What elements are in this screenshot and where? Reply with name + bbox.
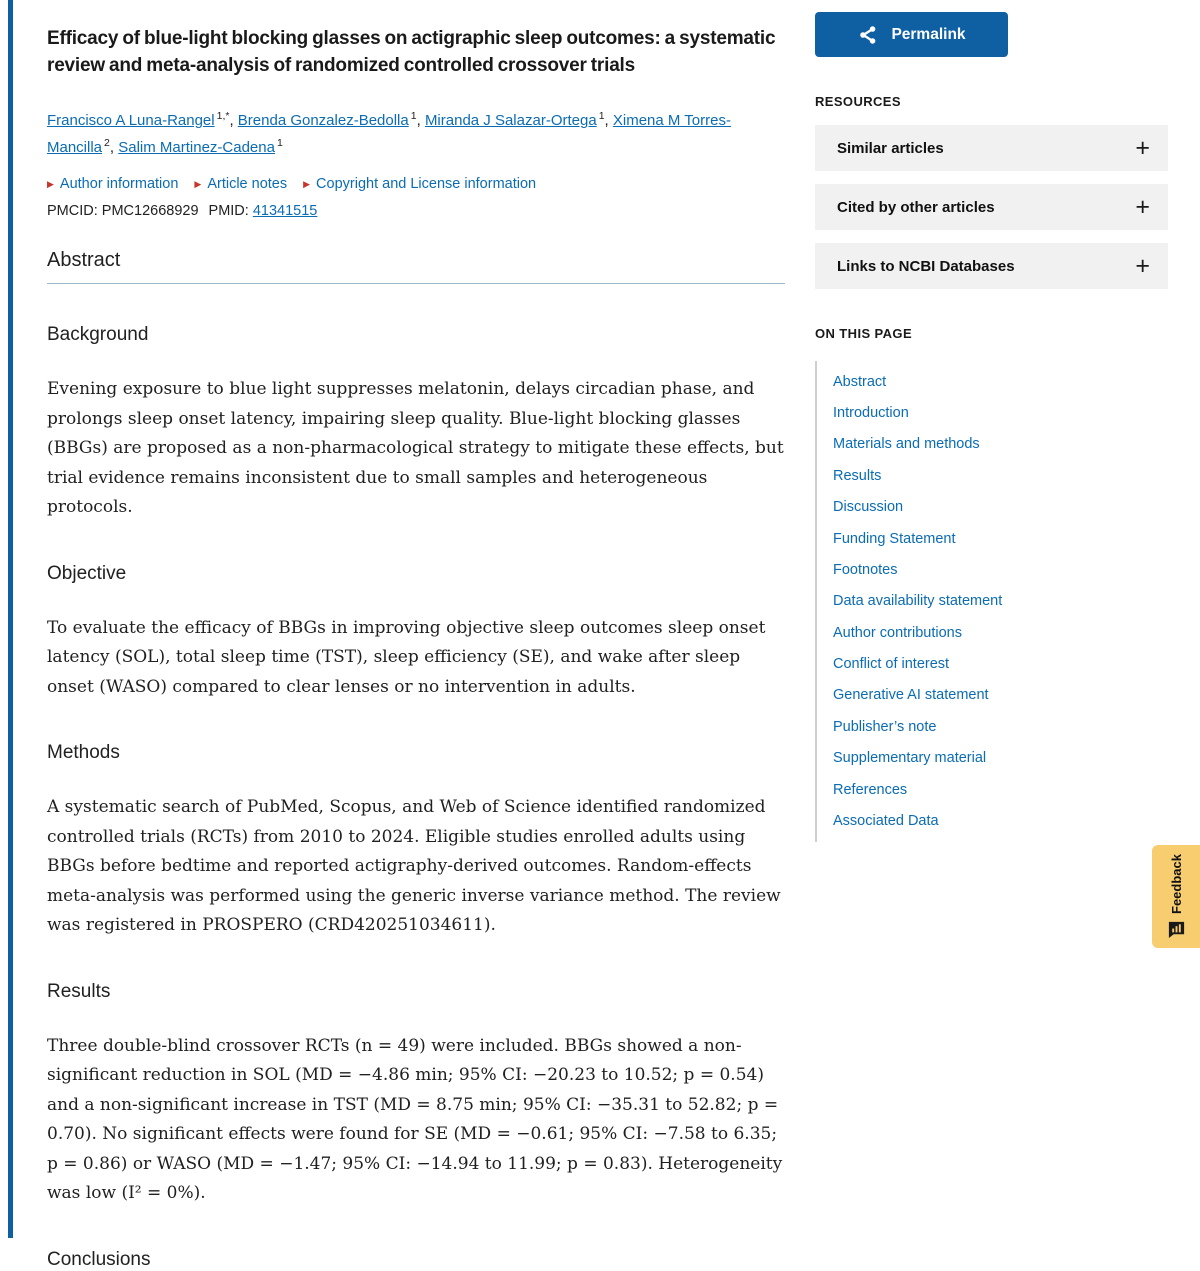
plus-icon: +: [1135, 251, 1150, 280]
article-ids: [47, 203, 785, 219]
on-this-page-link[interactable]: Generative AI statement: [833, 687, 989, 704]
on-this-page-link[interactable]: Discussion: [833, 499, 904, 516]
author-link[interactable]: Salim Martinez-Cadena: [118, 139, 275, 156]
on-this-page-link[interactable]: Footnotes: [833, 561, 898, 578]
section-heading: Methods: [47, 742, 120, 763]
permalink-label: Permalink: [891, 25, 966, 43]
info-link[interactable]: Copyright and License information: [316, 176, 537, 192]
on-this-page-link[interactable]: Introduction: [833, 405, 909, 422]
article-title: Efficacy of blue-light blocking glasses on actigraphic sleep outcomes: a systematic review and meta-analysis of randomized controlled crossover trials: [47, 28, 776, 76]
author-list: Francisco A Luna-Rangel $^{1,*}$, Brenda Gonzalez-Bedolla $^1$, Miranda J Salazar-Ortega $^1$, Ximena M Torres-Mancilla $^2$, Salim Martinez-Cadena $^1$: [47, 110, 731, 156]
section-heading: Background: [47, 324, 149, 345]
author-link[interactable]: Miranda J Salazar-Ortega: [424, 112, 597, 129]
resources-heading: RESOURCES: [815, 94, 901, 109]
abstract-heading: Abstract: [47, 249, 785, 284]
sidebar: [815, 0, 1168, 842]
accordion-row[interactable]: [815, 125, 1168, 171]
article-main: [47, 0, 785, 1271]
permalink-button[interactable]: [815, 12, 1008, 57]
on-this-page-link[interactable]: Materials and methods: [833, 436, 980, 453]
next-section-heading-clipped: Conclusions: [47, 1248, 151, 1270]
author-link[interactable]: Francisco A Luna-Rangel: [47, 112, 215, 129]
on-this-page-link[interactable]: Supplementary material: [833, 750, 987, 767]
on-this-page-link[interactable]: Funding Statement: [833, 530, 956, 547]
info-link-item[interactable]: [194, 176, 287, 192]
section-heading: Results: [47, 980, 111, 1002]
info-link[interactable]: Article notes: [207, 176, 288, 192]
author-affiliation-sup: 1,*: [216, 110, 230, 122]
section-paragraph: A systematic search of PubMed, Scopus, and Web of Science identified randomized controlled trials (RCTs) from 2010 to 2024. Eligible studies enrolled adults using BBGs before bedtime and reported actigraphy-derived outcomes. Random-effects meta-analysis was performed using the generic inverse variance method. The review was registered in PROSPERO (CRD420251034611).: [47, 797, 781, 935]
on-this-page-link[interactable]: Results: [833, 467, 882, 484]
share-icon: [857, 24, 879, 46]
pmcid-value: PMC12668929: [101, 203, 199, 219]
accordion-label: Cited by other articles: [837, 198, 995, 216]
author-link[interactable]: Ximena M Torres-Mancilla: [47, 112, 731, 156]
section-paragraph: Evening exposure to blue light suppresses melatonin, delays circadian phase, and prolongs sleep onset latency, impairing sleep quality. Blue-light blocking glasses (BBGs) are proposed as a non-pharmacological strategy to mitigate these effects, but trial evidence remains inconsistent due to small samples and heterogeneous protocols.: [47, 379, 784, 517]
section-paragraph: To evaluate the efficacy of BBGs in improving objective sleep outcomes sleep onset latency (SOL), total sleep time (TST), sleep efficiency (SE), and wake after sleep onset (WASO) compared to clear lenses or no intervention in adults.: [47, 617, 766, 697]
pmcid-label: PMCID:: [47, 203, 102, 219]
author-link[interactable]: Brenda Gonzalez-Bedolla: [237, 112, 409, 129]
pmid-link[interactable]: 41341515: [252, 203, 318, 219]
feedback-chart-bubble-icon: [1167, 920, 1186, 939]
author-affiliation-sup: 1: [276, 137, 283, 149]
triangle-marker-icon: ▶: [194, 179, 202, 189]
feedback-button[interactable]: [1152, 845, 1200, 948]
feedback-label: Feedback: [1168, 853, 1184, 914]
pmid-label: PMID:: [208, 203, 253, 219]
accordion-row[interactable]: [815, 243, 1168, 289]
on-this-page-link[interactable]: Associated Data: [833, 812, 939, 829]
author-affiliation-sup: 2: [104, 137, 110, 149]
on-this-page-link[interactable]: References: [833, 781, 908, 798]
on-this-page-link[interactable]: Data availability statement: [833, 593, 1003, 610]
plus-icon: +: [1135, 133, 1150, 162]
section-paragraph: Three double-blind crossover RCTs (n = 49) were included. BBGs showed a non-significant reduction in SOL (MD = −4.86 min; 95% CI: −20.23 to 10.52; p = 0.54) and a non-significant increase in TST (MD = 8.75 min; 95% CI: −35.31 to 52.82; p = 0.70). No significant effects were found for SE (MD = −0.61; 95% CI: −7.58 to 6.35; p = 0.86) or WASO (MD = −1.47; 95% CI: −14.94 to 11.99; p = 0.83). Heterogeneity was low (I² = 0%).: [47, 1035, 783, 1203]
accordion-label: Links to NCBI Databases: [837, 257, 1015, 275]
article-info-links: [47, 175, 785, 193]
info-link[interactable]: Author information: [59, 176, 179, 192]
accordion-label: Similar articles: [837, 139, 944, 157]
author-affiliation-sup: 1: [410, 110, 417, 122]
author-affiliation-sup: 1: [598, 110, 605, 122]
on-this-page-heading: ON THIS PAGE: [815, 326, 913, 341]
info-link-item[interactable]: [47, 176, 178, 192]
accordion-row[interactable]: [815, 184, 1168, 230]
abstract-sections: [47, 324, 785, 1209]
on-this-page-link[interactable]: Conflict of interest: [833, 656, 950, 673]
left-accent-bar: [8, 0, 13, 1238]
resources-accordion-list: [815, 125, 1168, 289]
on-this-page-nav: [815, 361, 1168, 842]
on-this-page-link[interactable]: Abstract: [833, 373, 887, 390]
on-this-page-link[interactable]: Author contributions: [833, 624, 962, 641]
section-heading: Objective: [47, 562, 127, 584]
info-link-item[interactable]: [303, 176, 536, 192]
on-this-page-link[interactable]: Publisher’s note: [833, 718, 937, 735]
triangle-marker-icon: ▶: [303, 179, 311, 189]
plus-icon: +: [1135, 192, 1150, 221]
triangle-marker-icon: ▶: [47, 179, 54, 189]
